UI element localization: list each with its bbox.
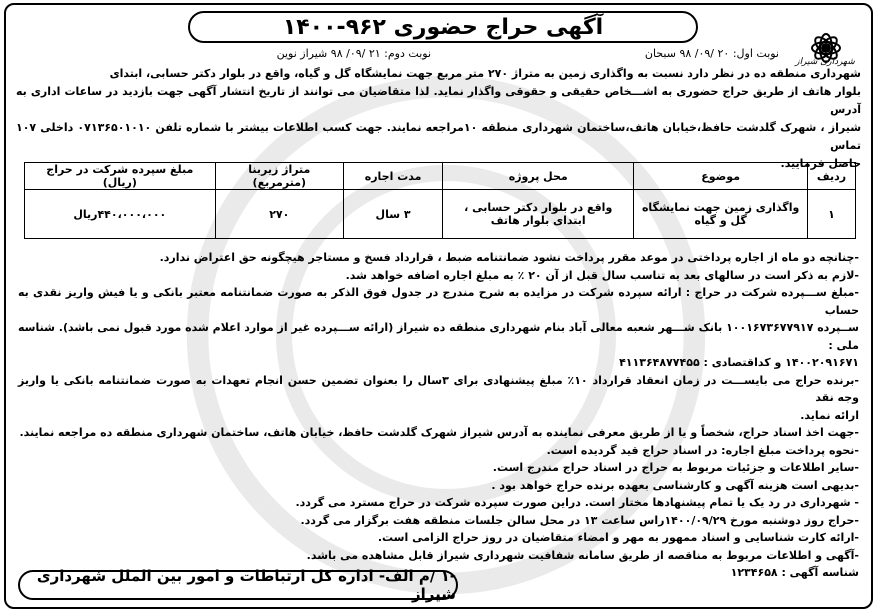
- header-project-location: محل پروژه: [443, 163, 634, 190]
- condition-line: -حراج روز دوشنبه مورخ ۱۴۰۰/۰۹/۲۹راس ساعت ۱۳ در محل سالن جلسات منطقه هفت برگزار می گردد.: [300, 513, 859, 527]
- notice-frame: [4, 3, 873, 609]
- condition-line: -نحوه پرداخت مبلغ اجاره: در اسناد حراج قید گردیده است.: [546, 443, 859, 457]
- intro-line: حاصل فرمایید.: [780, 157, 861, 170]
- condition-line: -ارائه کارت شناسایی و اسناد ممهور به مهر و امضاء متقاضیان در روز حراج الزامی است.: [377, 531, 859, 544]
- header-deposit: مبلغ سپرده شرکت در حراج (ریال): [25, 163, 216, 190]
- cell-project-location: واقع در بلوار دکتر حسابی ، ابتدای بلوار هاتف: [443, 190, 634, 239]
- logo-caption: شهرداری شیراز: [795, 57, 855, 67]
- condition-line: -مبلغ ســـپرده شرکت در حراج : ارائه سپرده شرکت در مزایده به شرح مندرج در جدول فوق الذکر به صورت ضمانتنامه معتبر بانکی و یا فیش واریز نقدی به حساب: [18, 286, 859, 317]
- condition-line: -چنانچه دو ماه از اجاره پرداختی در موعد مقرر پرداخت نشود ضمانتنامه ضبط ، قرارداد فسخ و مستاجر هیچگونه حق اعتراض ندارد.: [159, 251, 859, 264]
- condition-line: - شهرداری در رد یک یا تمام پیشنهادها مختار است. دراین صورت سپرده شرکت در حراج مسترد می گردد.: [295, 496, 859, 509]
- first-publication-line: نوبت اول: ۲۰ /۰۹/ ۹۸ سبحان: [644, 47, 779, 60]
- page-title: آگهی حراج حضوری ۹۶۲-۱۴۰۰: [282, 14, 604, 40]
- condition-line: -آگهی و اطلاعات مربوط به مناقصه از طریق سامانه شفافیت شهرداری شیراز قابل مشاهده می باشد.: [306, 548, 859, 562]
- header-subject: موضوع: [634, 163, 808, 190]
- second-publication-line: نوبت دوم: ۲۱ /۰۹/ ۹۸ شیراز نوین: [276, 47, 431, 60]
- intro-paragraph: [16, 65, 861, 173]
- table-header-row: [25, 163, 856, 190]
- cell-row-number: ۱: [808, 190, 856, 239]
- footer-banner: [18, 567, 458, 603]
- intro-line: بلوار هاتف از طریق حراج حضوری به اشـــخاص حقیقی و حقوقی واگذار نماید. لذا متقاضیان می توانند از تاریخ انتشار آگهی جهت بازدید در ساعات اداری به آدرس: [16, 85, 861, 116]
- header-lease-duration: مدت اجاره: [344, 163, 443, 190]
- condition-line: ۱۴۰۰۲۰۹۱۶۷۱ و کداقتصادی : ۴۱۱۳۶۴۸۷۷۴۵۵: [619, 356, 859, 369]
- cell-lease-duration: ۳ سال: [344, 190, 443, 239]
- intro-line: شیراز ، شهرک گلدشت حافظ،خیابان هاتف،ساختمان شهرداری منطقه ۱۰مراجعه نمایند. جهت کسب اطلاعات بیشتر با شماره تلفن ۰۷۱۳۶۵۰۱۰۱۰ داخلی ۱۰۷ تماس: [16, 121, 862, 152]
- auction-table: [24, 162, 856, 239]
- condition-line: -لازم به ذکر است در سالهای بعد به تناسب سال قبل از آن ۲۰ ٪ به مبلغ اجاره اضافه خواهد شد.: [345, 268, 859, 282]
- cell-subject: واگذاری زمین جهت نمایشگاه گل و گیاه: [634, 190, 808, 239]
- conditions-list: [18, 249, 859, 582]
- header-area: متراژ زیربنا (مترمربع): [215, 163, 343, 190]
- condition-line: ارائه نماید.: [800, 408, 859, 422]
- condition-line: -برنده حراج می بایســـت در زمان انعقاد قرارداد ۱۰٪ مبلغ پیشنهادی برای ۳سال را بعنوان تضمین حسن انجام تعهدات به صورت ضمانتنامه بانکی یا واریز وجه نقد: [18, 373, 859, 404]
- cell-area: ۲۷۰: [215, 190, 343, 239]
- intro-line: شهرداری منطقه ده در نظر دارد نسبت به واگذاری زمین به متراژ ۲۷۰ متر مربع جهت نمایشگاه گل و گیاه، واقع در بلوار دکتر حسابی، ابتدای: [109, 67, 861, 80]
- cell-deposit: ۴۴۰،۰۰۰،۰۰۰ریال: [25, 190, 216, 239]
- title-banner: [188, 11, 698, 43]
- notice-id-line: شناسه آگهی : ۱۲۳۴۶۵۸: [730, 566, 859, 579]
- condition-line: -سایر اطلاعات و جزئیات مربوط به حراج در اسناد حراج مندرج است.: [492, 461, 859, 474]
- condition-line: -جهت اخذ اسناد حراج، شخصاً و یا از طریق معرفی نماینده به آدرس شیراز شهرک گلدشت حافظ، خیابان هاتف، ساختمان شهرداری منطقه ده مراجعه نمایند.: [19, 426, 859, 439]
- condition-line: -بدیهی است هزینه آگهی و کارشناسی بعهده برنده حراج خواهد بود .: [491, 478, 859, 492]
- header-row-number: ردیف: [808, 163, 856, 190]
- footer-text: -۱ /م الف- اداره کل ارتباطات و امور بین الملل شهرداری شیراز: [36, 567, 456, 603]
- condition-line: ســپرده ۱۰۰۱۶۷۳۶۷۷۹۱۷ بانک شـــهر شعبه معالی آباد بنام شهرداری منطقه ده شیراز (ارائه ســـپرده غیر از موارد اعلام شده مورد قبول نمی باشد). شناسه ملی :: [18, 321, 860, 352]
- table-row: [25, 190, 856, 239]
